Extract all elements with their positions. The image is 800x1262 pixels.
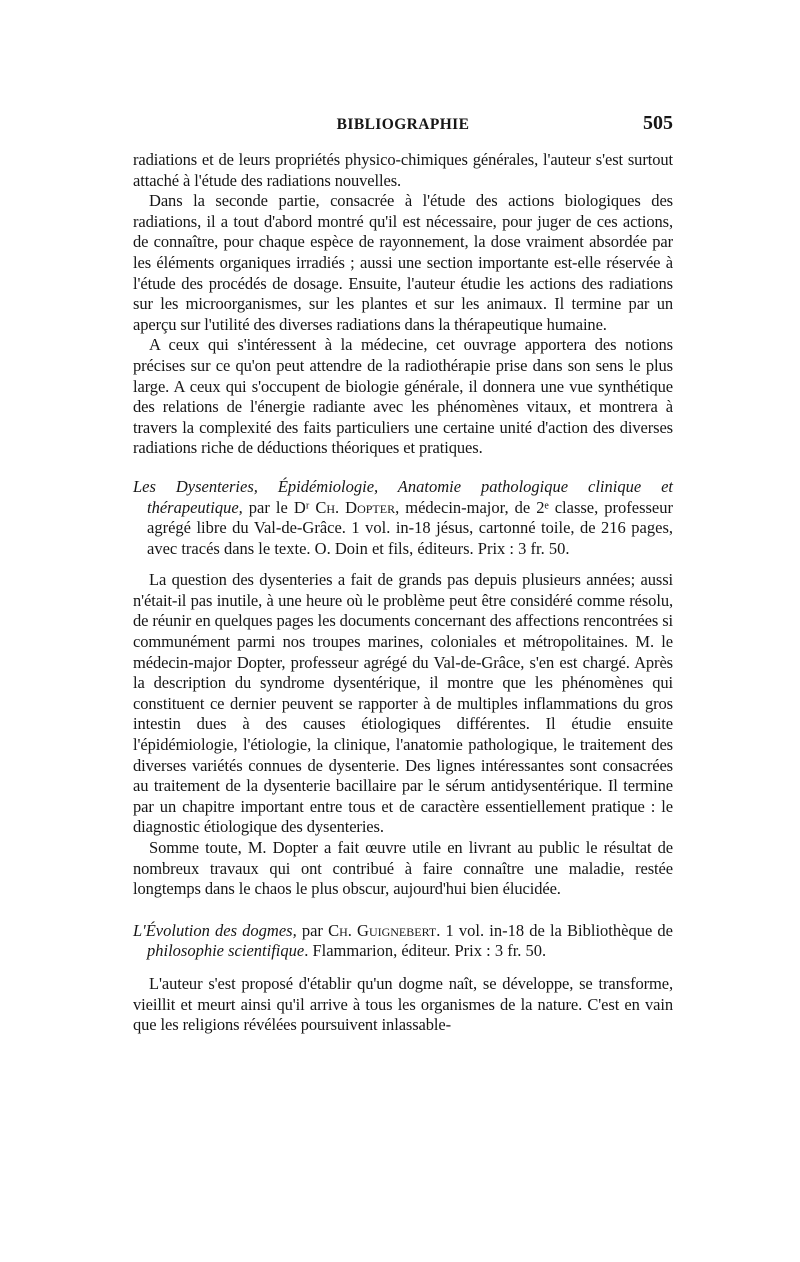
entry-title: Les Dysenteries, Épidémiologie, Anatomie pathologique clinique et thérapeutique, [133,476,673,517]
section-spacer [133,459,673,477]
entry-author: Ch. Guignebert [328,920,437,940]
paragraph-dysenteries-conclusion: Somme toute, M. Dopter a fait œuvre utile en livrant au public le résultat de nombreux travaux qui ont contribué à faire connaître une maladie, restée longtemps dans le chaos le plus obscur, aujourd'hui bien élucidée. [133,838,673,899]
paragraph-continuation: radiations et de leurs propriétés physico-chimiques générales, l'auteur s'est surtout attaché à l'étude des radiations nouvelles. [133,150,673,190]
entry-title: L'Évolution des dogmes, [133,920,297,940]
entry-by: par le [242,497,294,517]
entry-author-prefix: Dʳ [293,497,316,517]
entry-details: . 1 vol. in-18 de la Bibliothèque de [436,920,673,940]
section-spacer [133,962,673,974]
paragraph-dogmes-review: L'auteur s'est proposé d'établir qu'un dogme naît, se développe, se transforme, vieillit et meurt ainsi qu'il arrive à tous les organismes de la nature. C'est en vain que les religions révélées poursuivent inlassable- [133,973,673,1035]
entry-details: . Flammarion, éditeur. Prix : 3 fr. 50. [304,941,547,961]
bibliographic-entry-dogmes [133,921,673,962]
paragraph-audience: A ceux qui s'intéressent à la médecine, cet ouvrage apportera des notions précises sur ce qu'on peut attendre de la radiothérapie prise dans son sens le plus large. A ceux qui s'occupent de biologie générale, il donnera une vue synthétique des relations de l'énergie radiante avec les phénomènes vitaux, et montrera à travers la complexité des faits particuliers une certaine unité d'action des diverses radiations riche de déductions théoriques et pratiques. [133,335,673,458]
entry-series: philosophie scientifique [147,941,305,961]
page-number: 505 [643,112,673,134]
paragraph-biological-actions: Dans la seconde partie, consacrée à l'étude des actions biologiques des radiations, il a tout d'abord montré qu'il est nécessaire, pour juger de ces actions, de connaître, pour chaque espèce de rayonnement, la dose vraiment absordée par les éléments organiques irradiés ; aussi une section importante est-elle réservée à l'étude des procédés de dosage. Ensuite, l'auteur étudie les actions des radiations sur les microorganismes, sur les plantes et sur les animaux. Il termine par un aperçu sur l'utilité des diverses radiations dans la thérapeutique humaine. [133,191,673,334]
body-text [133,150,673,1036]
running-head [133,112,673,142]
bibliographic-entry-dysenteries [133,477,673,559]
section-spacer [133,559,673,570]
entry-by: par [296,920,329,940]
running-title: BIBLIOGRAPHIE [336,116,470,133]
section-spacer [133,900,673,921]
entry-author: Ch. Dopter [315,497,396,517]
paragraph-dysenteries-review: La question des dysenteries a fait de grands pas depuis plusieurs années; aussi n'était-il pas inutile, à une heure où le problème peut être considéré comme résolu, de réunir en quelques pages les documents concernant des affections rencontrées si communément parmi nos troupes marines, coloniales et métropolitaines. M. le médecin-major Dopter, professeur agrégé du Val-de-Grâce, s'en est chargé. Après la description du syndrome dysentérique, il montre que les phénomènes qui constituent ce dernier peuvent se rapporter à de multiples inflammations du gros intestin dues à des causes étiologiques différentes. Il étudie ensuite l'épidémiologie, l'étiologie, la clinique, l'anatomie pathologique, le traitement des diverses variétés connues de dysenterie. Des lignes intéressantes sont consacrées au traitement de la dysenterie bacillaire par le sérum antidysentérique. Il termine par un chapitre important entre tous et de caractère essentiellement pratique : le diagnostic étiologique des dysenteries. [133,570,673,837]
entry-details: , médecin-major, de 2ᵉ classe, professeur agrégé libre du Val-de-Grâce. 1 vol. in-18 jésus, cartonné toile, de 216 pages, avec tracés dans le texte. O. Doin et fils, éditeurs. Prix : 3 fr. 50. [147,497,673,558]
